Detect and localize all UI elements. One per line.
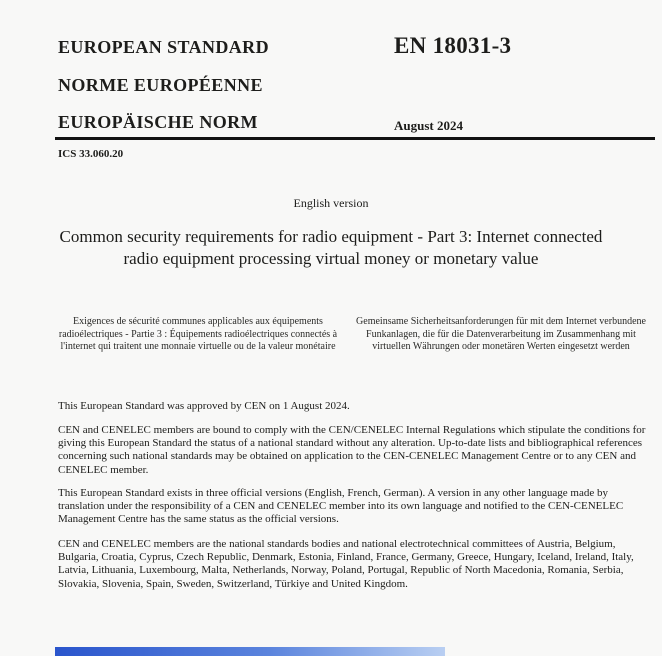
standard-heading-german: EUROPÄISCHE NORM <box>58 112 258 132</box>
standard-heading-english: EUROPEAN STANDARD <box>58 37 269 57</box>
header-divider-rule <box>55 137 655 140</box>
document-title-english: Common security requirements for radio equipment - Part 3: Internet connected radio equipment processing virtual money or monetary value <box>59 227 603 268</box>
publication-date: August 2024 <box>394 118 463 133</box>
document-title-german: Gemeinsame Sicherheitsanforderungen für mit dem Internet verbundene Funkanlagen, die für die Datenverarbeitung im Zusammenhang mit virtuellen Währungen oder monetären Werten eingesetzt werden <box>356 316 646 352</box>
approval-paragraph: This European Standard was approved by CEN on 1 August 2024. <box>58 400 350 412</box>
versions-paragraph: This European Standard exists in three official versions (English, French, German). A version in any other language made by translation under the responsibility of a CEN and CENELEC member into its own language and notified to the CEN-CENELEC Management Centre has the same status as the official versions. <box>58 487 624 526</box>
standard-number: EN 18031-3 <box>394 33 512 58</box>
document-title-french: Exigences de sécurité communes applicables aux équipements radioélectriques - Partie 3 : Équipements radioélectriques connectés à l'internet qui traitent une monnaie virtuelle ou de la valeur monétaire <box>58 316 338 352</box>
regulations-paragraph: CEN and CENELEC members are bound to comply with the CEN/CENELEC Internal Regulations which stipulate the conditions for giving this European Standard the status of a national standard without any alteration. Up-to-date lists and bibliographical references concerning such national standards may be obtained on application to the CEN-CENELEC Management Centre or to any CEN and CENELEC member. <box>58 424 646 476</box>
standard-heading-french: NORME EUROPÉENNE <box>58 75 263 95</box>
footer-accent-bar <box>55 647 445 656</box>
version-label: English version <box>293 196 369 210</box>
members-paragraph: CEN and CENELEC members are the national standards bodies and national electrotechnical committees of Austria, Belgium, Bulgaria, Croatia, Cyprus, Czech Republic, Denmark, Estonia, Finland, France, Germany, Greece, Hungary, Iceland, Ireland, Italy, Latvia, Lithuania, Luxembourg, Malta, Netherlands, Norway, Poland, Portugal, Republic of North Macedonia, Romania, Serbia, Slovakia, Slovenia, Spain, Sweden, Switzerland, Türkiye and United Kingdom. <box>58 538 634 590</box>
ics-code: ICS 33.060.20 <box>58 148 124 160</box>
